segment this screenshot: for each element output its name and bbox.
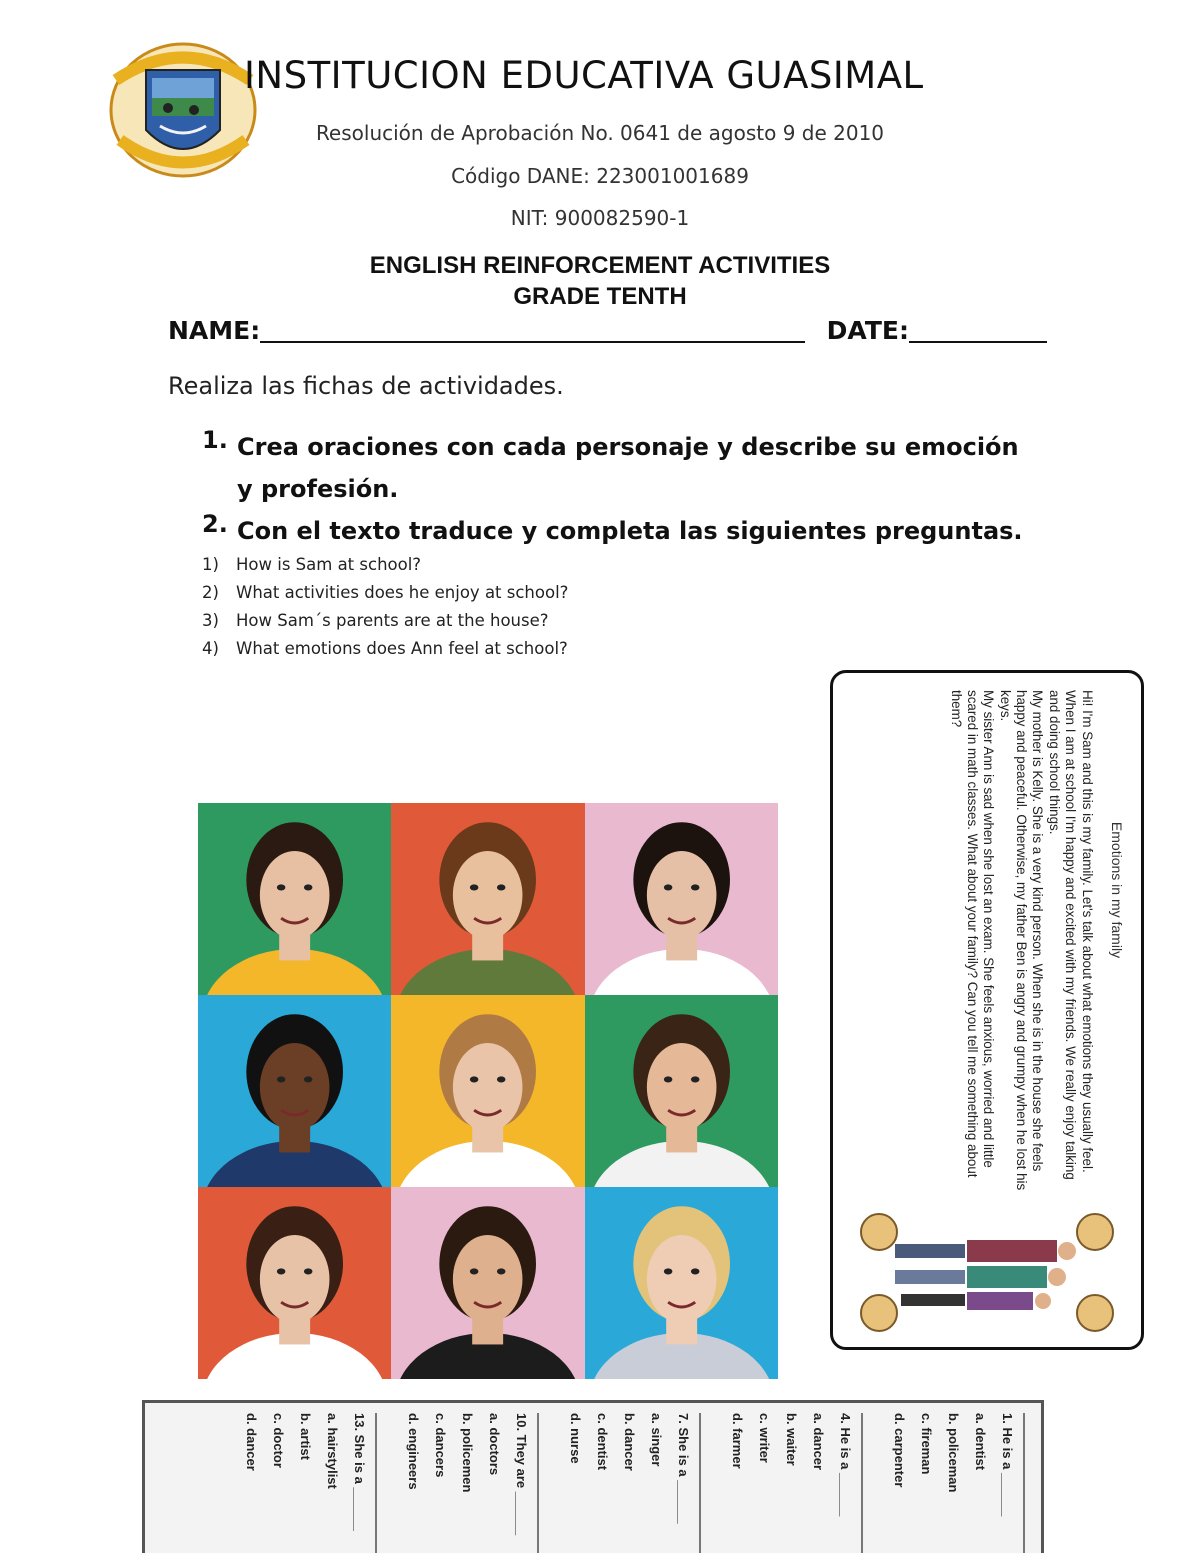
worksheet-option: a. dancer — [811, 1413, 826, 1471]
reading-paragraph: My sister Ann is sad when she lost an exam. She feels anxious, worried and little scared in math classes. What about your family? Can you tell me something about them? — [949, 690, 996, 1178]
worksheet-option: a. hairstylist — [325, 1413, 340, 1489]
portrait-photo — [198, 1187, 391, 1379]
worksheet-option: b. policemen — [460, 1413, 475, 1493]
portrait-photo — [198, 995, 391, 1187]
reading-paragraph: Hi! I'm Sam and this is my family. Let's talk about what emotions they usually feel. — [1080, 690, 1095, 1173]
nit-number: NIT: 900082590-1 — [510, 206, 690, 230]
question-number: 3) — [202, 611, 219, 630]
worksheet-option: d. nurse — [568, 1413, 583, 1464]
worksheet-divider — [537, 1413, 539, 1553]
portrait-photo — [585, 1187, 778, 1379]
portrait-photo — [585, 995, 778, 1187]
name-blank[interactable] — [260, 317, 805, 343]
portrait-photo — [391, 1187, 584, 1379]
worksheet-option: b. waiter — [784, 1413, 799, 1466]
worksheet-option: b. policeman — [946, 1413, 961, 1493]
worksheet-option: c. dentist — [595, 1413, 610, 1471]
reading-paragraph: My mother is Kelly. She is a very kind person. When she is in the house she feels happy and peaceful. Otherwise, my father Ben is angry and grumpy when he lost his keys. — [998, 690, 1045, 1191]
worksheet-question: 10. They are ______ — [514, 1413, 529, 1536]
task-text: Crea oraciones con cada personaje y describe su emoción y profesión. — [237, 433, 1019, 503]
worksheet-option: c. writer — [757, 1413, 772, 1463]
reading-card-title: Emotions in my family — [1109, 821, 1125, 959]
portrait-grid — [198, 803, 778, 1379]
task-number: 2. — [202, 510, 228, 538]
worksheet-divider — [699, 1413, 701, 1553]
worksheet-question: 1. He is a ______ — [1000, 1413, 1015, 1517]
grade-title: GRADE TENTH — [513, 283, 687, 310]
emoji-face-icon — [861, 1214, 897, 1250]
name-date-row — [168, 316, 1038, 345]
question-text: What emotions does Ann feel at school? — [236, 639, 568, 658]
professions-worksheet — [142, 1400, 1044, 1553]
instruction-text: Realiza las fichas de actividades. — [168, 372, 564, 400]
question-number: 2) — [202, 583, 219, 602]
worksheet-option: b. dancer — [622, 1413, 637, 1471]
resolution-line: Resolución de Aprobación No. 0641 de agosto 9 de 2010 — [315, 121, 885, 145]
portrait-photo — [391, 803, 584, 995]
worksheet-question: 7. She is a ______ — [676, 1413, 691, 1524]
emoji-face-icon — [861, 1295, 897, 1331]
reading-card — [830, 670, 1144, 1350]
worksheet-option: d. carpenter — [892, 1413, 907, 1488]
emoji-face-icon — [1077, 1295, 1113, 1331]
worksheet-option: a. dentist — [973, 1413, 988, 1471]
reading-card-text — [947, 690, 1095, 1200]
worksheet-divider — [375, 1413, 377, 1553]
worksheet-option: d. farmer — [730, 1413, 745, 1469]
date-blank[interactable] — [909, 317, 1047, 343]
question-text: How is Sam at school? — [236, 555, 422, 574]
worksheet-option: a. singer — [649, 1413, 664, 1467]
worksheet-option: d. engineers — [406, 1413, 421, 1490]
worksheet-option: c. dancers — [433, 1413, 448, 1478]
portrait-photo — [391, 995, 584, 1187]
question-number: 4) — [202, 639, 219, 658]
reading-paragraph: When I am at school I'm happy and excited with my friends. We really enjoy talking and doing school things. — [1047, 690, 1078, 1180]
worksheet-question: 4. He is a ______ — [838, 1413, 853, 1517]
portrait-photo — [585, 803, 778, 995]
question-number: 1) — [202, 555, 219, 574]
worksheet-option: a. doctors — [487, 1413, 502, 1476]
worksheet-divider — [1023, 1413, 1025, 1553]
dane-code: Código DANE: 223001001689 — [451, 164, 749, 188]
worksheet-option: d. dancer — [244, 1413, 259, 1471]
reading-card-content — [839, 680, 1135, 1340]
family-people-icon — [895, 1240, 1076, 1310]
task-text: Con el texto traduce y completa las siguientes preguntas. — [237, 517, 1023, 545]
family-illustration — [849, 1210, 1125, 1335]
school-crest-logo — [108, 40, 258, 180]
task-number: 1. — [202, 426, 228, 454]
question-text: How Sam´s parents are at the house? — [236, 611, 549, 630]
name-label: NAME: — [168, 316, 261, 345]
portrait-photo — [198, 803, 391, 995]
question-text: What activities does he enjoy at school? — [236, 583, 569, 602]
worksheet-option: b. artist — [298, 1413, 313, 1460]
date-label: DATE: — [826, 316, 909, 345]
worksheet-option: c. fireman — [919, 1413, 934, 1475]
worksheet-divider — [861, 1413, 863, 1553]
emoji-face-icon — [1077, 1214, 1113, 1250]
worksheet-question: 13. She is a ______ — [352, 1413, 367, 1531]
institution-title: INSTITUCION EDUCATIVA GUASIMAL — [244, 54, 924, 97]
worksheet-option: c. doctor — [271, 1413, 286, 1468]
activity-title: ENGLISH REINFORCEMENT ACTIVITIES — [369, 252, 831, 279]
